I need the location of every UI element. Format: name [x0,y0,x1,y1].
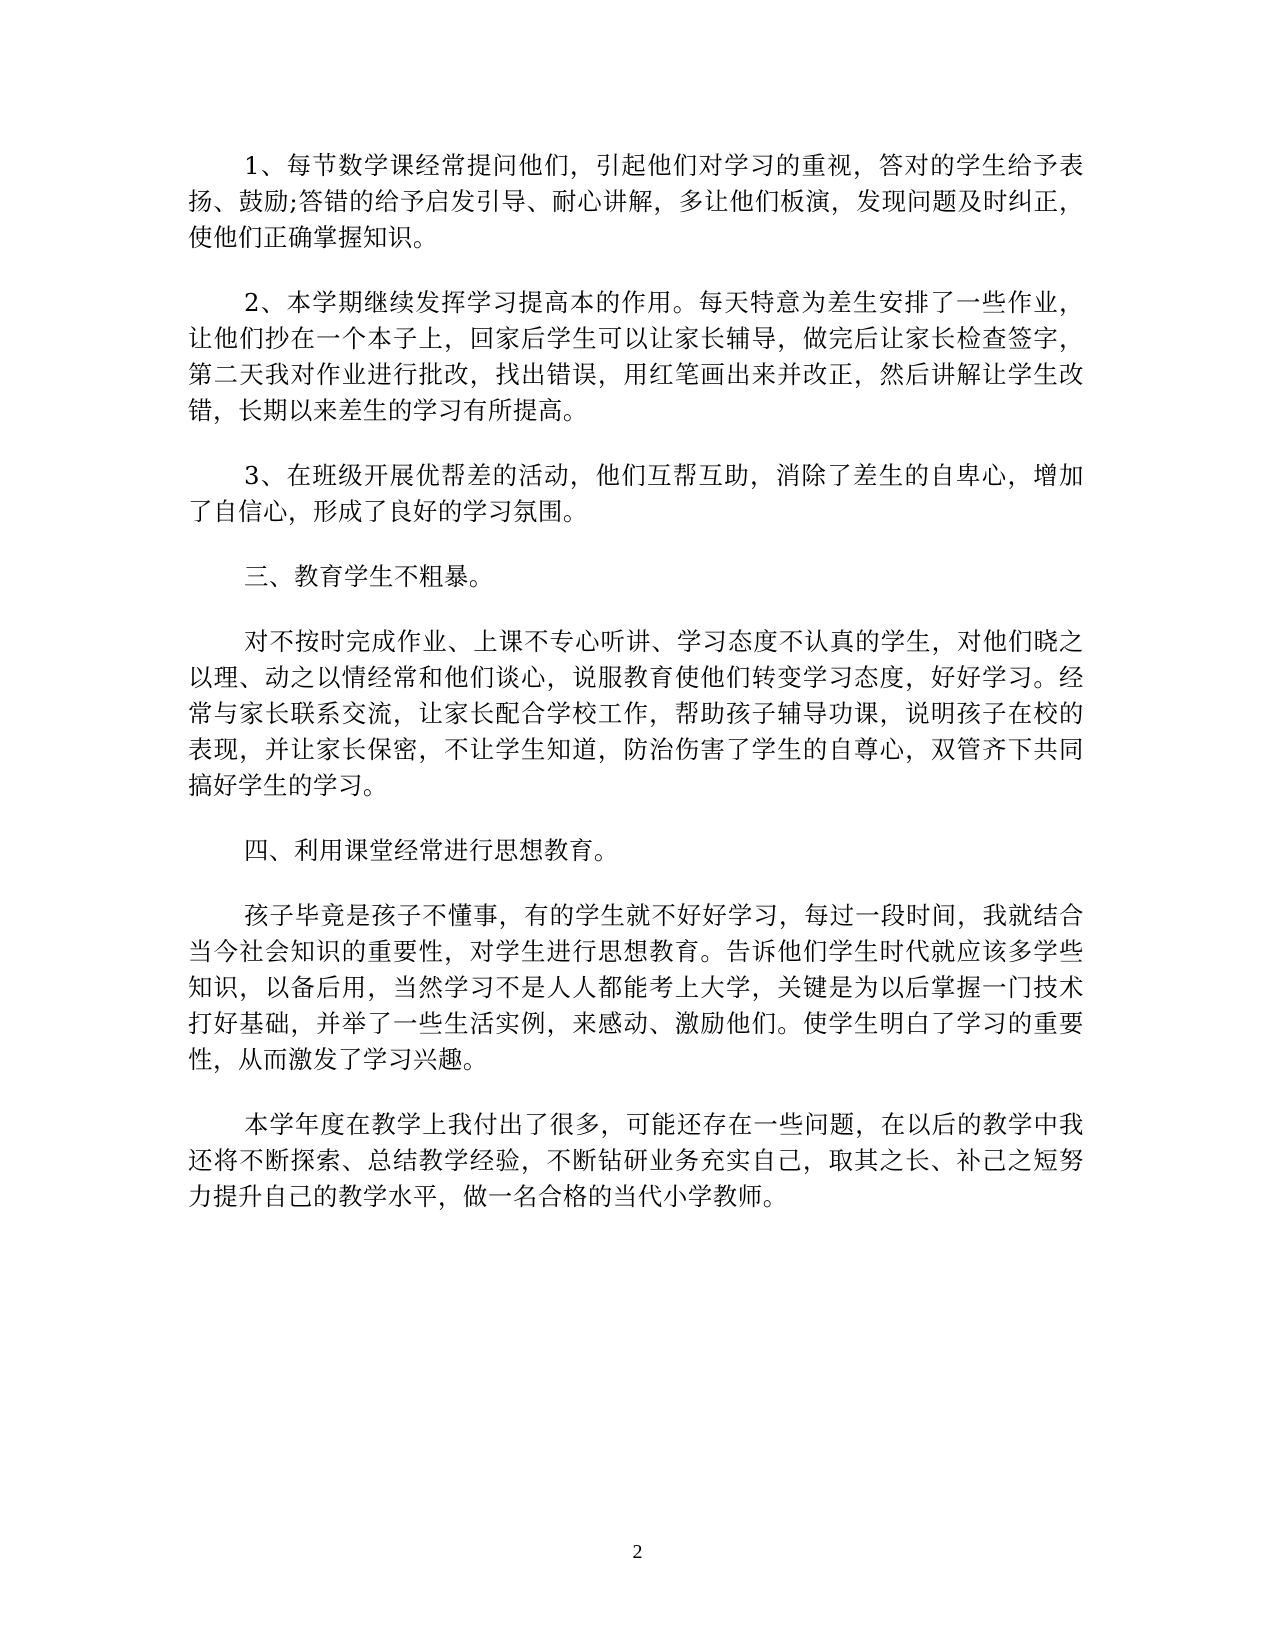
paragraph-method-2: 2、本学期继续发挥学习提高本的作用。每天特意为差生安排了一些作业，让他们抄在一个本子上，回家后学生可以让家长辅导，做完后让家长检查签字，第二天我对作业进行批改，找出错误，用红笔画出来并改正，然后讲解让学生改错，长期以来差生的学习有所提高。 [188,288,1084,425]
paragraph-method-3: 3、在班级开展优帮差的活动，他们互帮互助，消除了差生的自卑心，增加了自信心，形成了良好的学习氛围。 [188,461,1084,526]
page-body [188,148,1084,1244]
paragraph-section-3: 对不按时完成作业、上课不专心听讲、学习态度不认真的学生，对他们晓之以理、动之以情经常和他们谈心，说服教育使他们转变学习态度，好好学习。经常与家长联系交流，让家长配合学校工作，帮助孩子辅导功课，说明孩子在校的表现，并让家长保密，不让学生知道，防治伤害了学生的自尊心，双管齐下共同搞好学生的学习。 [188,627,1084,800]
paragraph-conclusion: 本学年度在教学上我付出了很多，可能还存在一些问题，在以后的教学中我还将不断探索、总结教学经验，不断钻研业务充实自己，取其之长、补己之短努力提升自己的教学水平，做一名合格的当代小学教师。 [188,1110,1084,1211]
section-heading-4: 四、利用课堂经常进行思想教育。 [244,836,619,865]
page-number: 2 [632,1541,643,1563]
paragraph-method-1: 1、每节数学课经常提问他们，引起他们对学习的重视，答对的学生给予表扬、鼓励;答错的给予启发引导、耐心讲解，多让他们板演，发现问题及时纠正，使他们正确掌握知识。 [188,151,1084,252]
paragraph-section-4: 孩子毕竟是孩子不懂事，有的学生就不好好学习，每过一段时间，我就结合当今社会知识的重要性，对学生进行思想教育。告诉他们学生时代就应该多学些知识，以备后用，当然学习不是人人都能考上大学，关键是为以后掌握一门技术打好基础，并举了一些生活实例，来感动、激励他们。使学生明白了学习的重要性，从而激发了学习兴趣。 [188,901,1084,1074]
section-heading-3: 三、教育学生不粗暴。 [244,562,494,591]
